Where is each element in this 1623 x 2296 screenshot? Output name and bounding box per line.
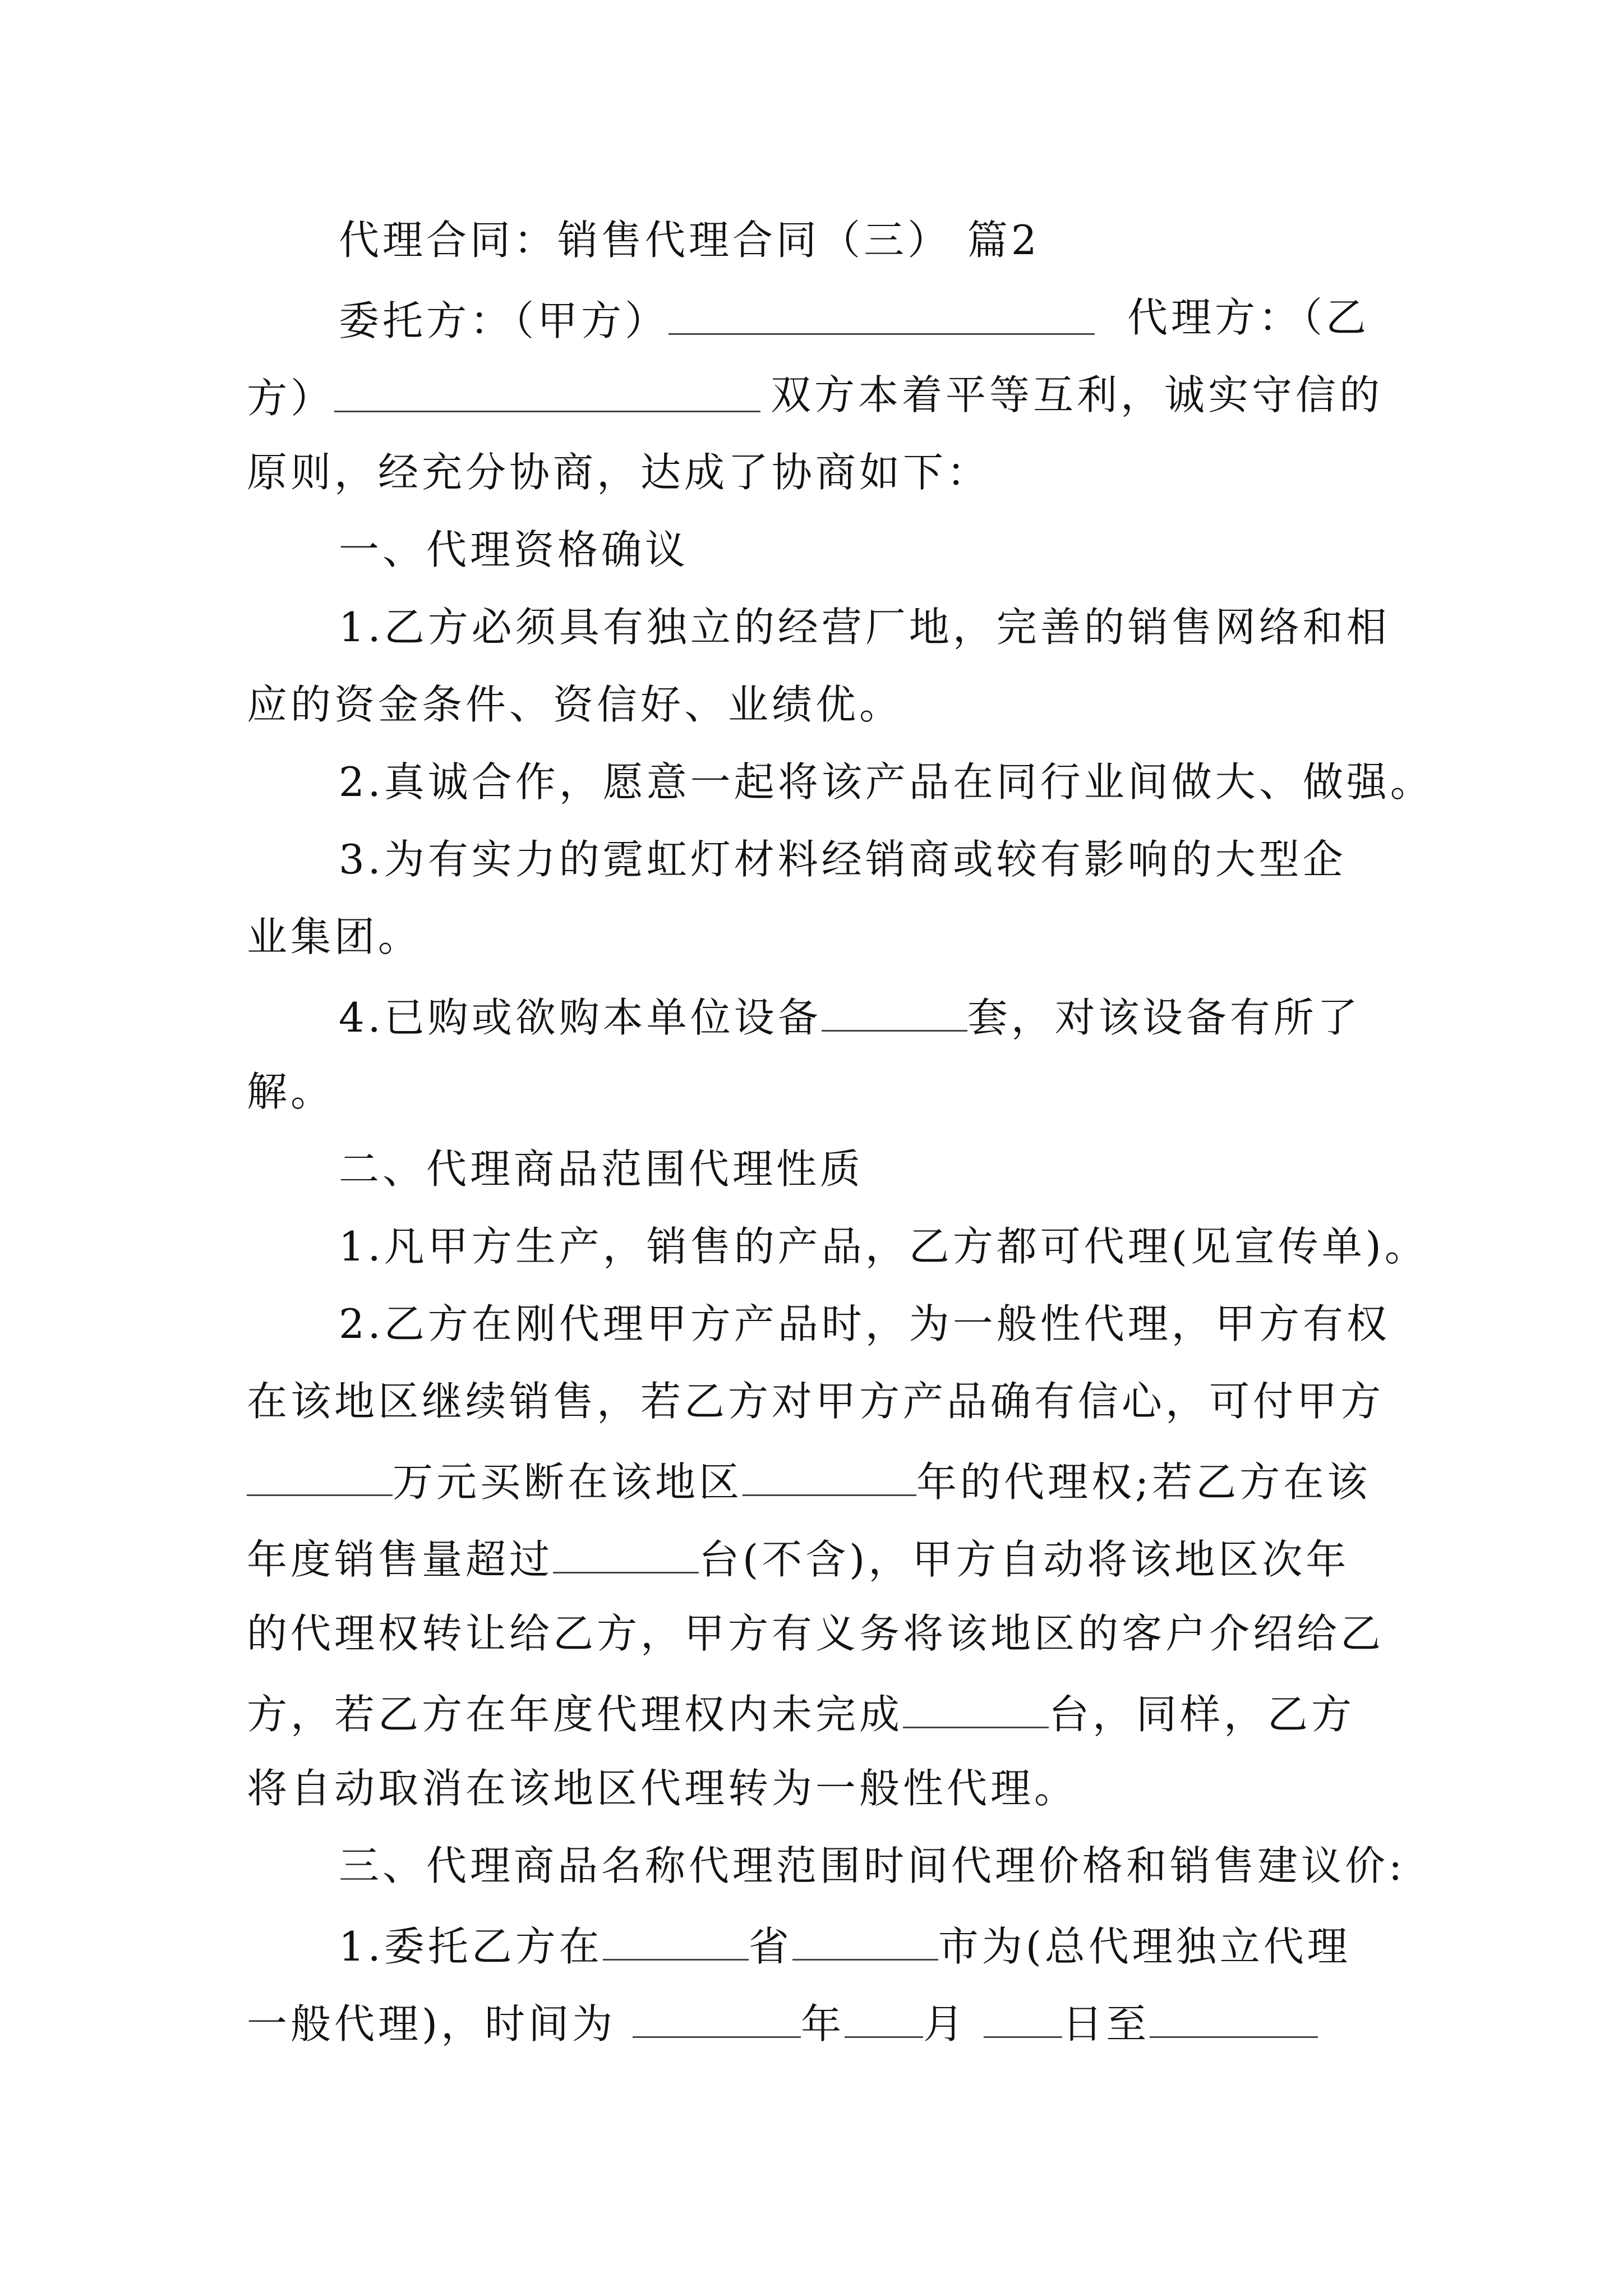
section2-item2-line5: 的代理权转让给乙方，甲方有义务将该地区的客户介绍给乙 (247, 1610, 1385, 1657)
section2-item2-line6: 方，若乙方在年度代理权内未完成 台，同样，乙方 (247, 1691, 1355, 1738)
section2-item2-line4: 年度销售量超过 台(不含)，甲方自动将该地区次年 (247, 1536, 1350, 1583)
section1-item3-line1: 3.为有实力的霓虹灯材料经销商或较有影响的大型企 (339, 836, 1347, 883)
agent-label-line (1127, 294, 1370, 341)
section2-item1: 1.凡甲方生产，销售的产品，乙方都可代理(见宣传单)。 (339, 1223, 1428, 1270)
section2-item2-line3: 万元买断在该地区 年的代理权;若乙方在该 (247, 1458, 1371, 1502)
section2-item2-line2: 在该地区继续销售，若乙方对甲方产品确有信心，可付甲方 (247, 1378, 1385, 1425)
buyout-amount-blank (247, 1458, 393, 1496)
section1-item2: 2.真诚合作，愿意一起将该产品在同行业间做大、做强。 (339, 758, 1434, 806)
sales-volume-blank (553, 1536, 699, 1573)
buyout-years-blank (743, 1458, 916, 1496)
section3-item1-line2: 一般代理)，时间为 年 月 日至 (247, 2000, 1318, 2044)
section1-item3-line2: 业集团。 (247, 913, 422, 960)
end-date-blank (1150, 2000, 1318, 2038)
intro-line-2: 原则，经充分协商，达成了协商如下： (247, 449, 991, 496)
intro-line-1: 双方本着平等互利，诚实守信的 (771, 371, 1384, 418)
document-title: 代理合同：销售代理合同（三） 篇2 (339, 217, 1040, 264)
target-units-blank (903, 1691, 1049, 1728)
agent-name-blank (334, 375, 760, 412)
start-year-blank (633, 2000, 801, 2038)
equipment-quantity-blank (822, 994, 967, 1032)
province-blank (603, 1923, 749, 1961)
parties-line-2: 方） (247, 375, 760, 418)
agent-label: 代理方：（乙 (1127, 294, 1370, 341)
start-day-blank (984, 2000, 1062, 2038)
section3-heading: 三、代理商品名称代理范围时间代理价格和销售建议价: (339, 1842, 1406, 1889)
section1-item4-line2: 解。 (247, 1068, 335, 1115)
parties-line-1 (339, 297, 1095, 344)
section2-item2-line1: 2.乙方在刚代理甲方产品时，为一般性代理，甲方有权 (339, 1300, 1390, 1347)
section1-heading: 一、代理资格确议 (339, 526, 689, 573)
start-month-blank (845, 2000, 923, 2038)
section1-item4-line1: 4.已购或欲购本单位设备 套，对该设备有所了 (339, 994, 1361, 1041)
section1-item1-line2: 应的资金条件、资信好、业绩优。 (247, 681, 903, 728)
city-blank (792, 1923, 938, 1961)
client-name-blank (668, 297, 1095, 335)
section2-heading: 二、代理商品范围代理性质 (339, 1145, 864, 1193)
section1-item1-line1: 1.乙方必须具有独立的经营厂地，完善的销售网络和相 (339, 604, 1390, 651)
section3-item1-line1: 1.委托乙方在 省 市为(总代理独立代理 (339, 1923, 1351, 1970)
client-label: 委托方：（甲方） (339, 297, 669, 344)
section2-item2-line7: 将自动取消在该地区代理转为一般性代理。 (247, 1765, 1078, 1812)
